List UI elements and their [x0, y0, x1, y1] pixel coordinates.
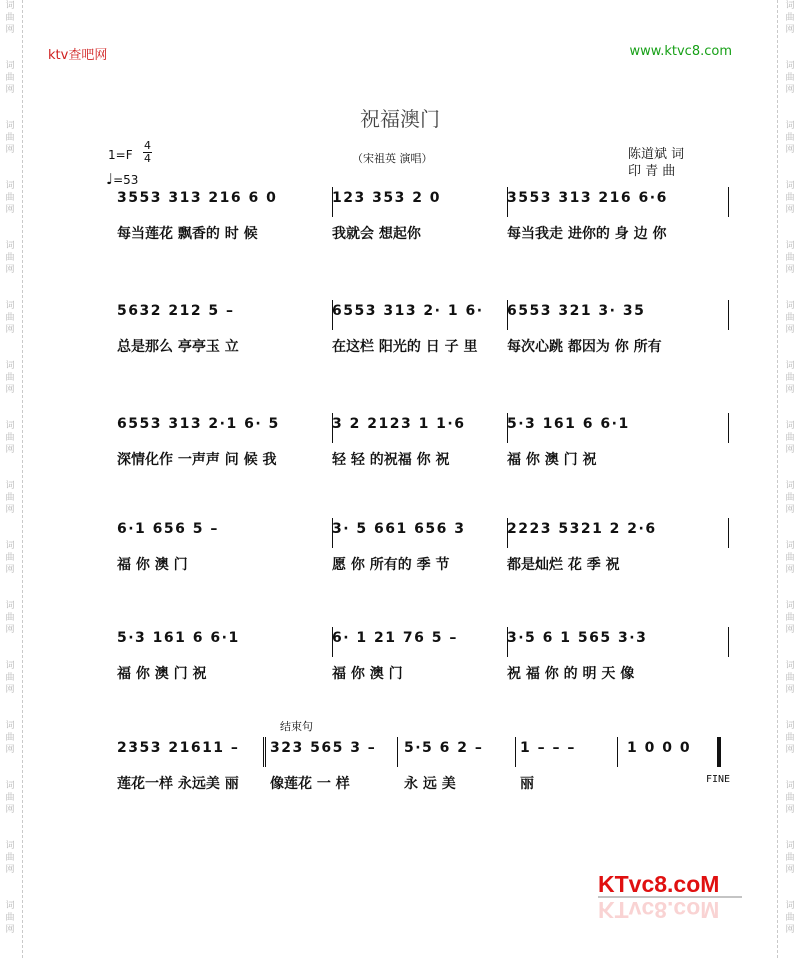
margin-watermark-text: 词 曲 网	[5, 1, 15, 35]
lyric-group: 轻 轻 的祝福 你 祝	[332, 452, 450, 468]
margin-watermark-text: 词 曲 网	[5, 301, 15, 335]
margin-watermark-text: 词 曲 网	[785, 601, 795, 635]
svg-text:KTvc8.coM: KTvc8.coM	[598, 871, 720, 897]
lyric-group: 永 远 美	[404, 776, 456, 792]
lyric-group: 每次心跳 都因为 你 所有	[507, 339, 662, 355]
measure-group: 123 353 2 0	[332, 190, 442, 206]
margin-watermark-text: 词 曲 网	[785, 781, 795, 815]
margin-watermark-text: 词 曲 网	[785, 301, 795, 335]
measure-group: 2353 21611 –	[117, 740, 240, 756]
meter-top: 4	[144, 139, 151, 152]
margin-watermark-text: 词 曲 网	[785, 661, 795, 695]
lyric-group: 像莲花 一 样	[270, 776, 350, 792]
lyric-group: 福 你 澳 门	[332, 666, 403, 682]
notation-line	[100, 416, 730, 444]
lyric-group: 都是灿烂 花 季 祝	[507, 557, 620, 573]
measure-group: 6· 1 21 76 5 –	[332, 630, 458, 646]
lyric-group: 福 你 澳 门 祝	[507, 452, 597, 468]
ktvc8-logo	[596, 868, 746, 924]
measure-group: 6·1 656 5 –	[117, 521, 219, 537]
bar-line	[263, 737, 266, 767]
measure-group: 2223 5321 2 2·6	[507, 521, 657, 537]
bar-line	[617, 737, 618, 767]
lyric-group: 丽	[520, 776, 534, 792]
lyric-group: 愿 你 所有的 季 节	[332, 557, 450, 573]
margin-watermark-text: 词 曲 网	[785, 421, 795, 455]
singer-credit: （宋祖英 演唱）	[352, 152, 433, 165]
measure-group: 6553 321 3· 35	[507, 303, 646, 319]
lyric-group: 深情化作 一声声 问 候 我	[117, 452, 277, 468]
measure-group: 3· 5 661 656 3	[332, 521, 466, 537]
measure-group: 1 – – –	[520, 740, 576, 756]
site-name-left: ktv查吧网	[48, 48, 108, 63]
margin-watermark-text: 词 曲 网	[5, 901, 15, 935]
measure-group: 1 0 0 0	[627, 740, 692, 756]
author-credits	[628, 146, 684, 180]
margin-watermark-text: 词 曲 网	[785, 121, 795, 155]
left-margin-watermark	[2, 0, 18, 960]
svg-text:KTvc8.coM: KTvc8.coM	[598, 897, 720, 923]
notation-line	[100, 521, 730, 549]
lyric-group: 莲花一样 永远美 丽	[117, 776, 239, 792]
ending-marker: 结束句	[280, 720, 313, 733]
lyric-group: 我就会 想起你	[332, 226, 421, 242]
fine-marking: FINE	[706, 774, 731, 785]
right-margin-watermark	[782, 0, 798, 960]
margin-watermark-text: 词 曲 网	[785, 241, 795, 275]
measure-group: 3 2 2123 1 1·6	[332, 416, 466, 432]
lyric-group: 在这栏 阳光的 日 子 里	[332, 339, 478, 355]
margin-watermark-text: 词 曲 网	[5, 781, 15, 815]
margin-watermark-text: 词 曲 网	[5, 421, 15, 455]
margin-watermark-text: 词 曲 网	[785, 721, 795, 755]
measure-group: 6553 313 2·1 6· 5	[117, 416, 280, 432]
notation-line	[100, 740, 730, 768]
bar-line	[728, 187, 729, 217]
margin-watermark-text: 词 曲 网	[785, 361, 795, 395]
key-signature: 1=F	[108, 148, 133, 162]
bar-line	[717, 737, 721, 767]
lyric-group: 祝 福 你 的 明 天 像	[507, 666, 635, 682]
measure-group: 3·5 6 1 565 3·3	[507, 630, 648, 646]
lyric-group: 每当莲花 飘香的 时 候	[117, 226, 258, 242]
lyricist-credit: 陈道斌 词	[628, 147, 685, 162]
margin-watermark-text: 词 曲 网	[5, 661, 15, 695]
song-title: 祝福澳门	[360, 107, 440, 131]
left-guide-line	[22, 0, 23, 958]
margin-watermark-text: 词 曲 网	[5, 721, 15, 755]
margin-watermark-text: 词 曲 网	[785, 61, 795, 95]
lyric-group: 总是那么 亭亭玉 立	[117, 339, 239, 355]
measure-group: 5·3 161 6 6·1	[507, 416, 630, 432]
notation-line	[100, 190, 730, 218]
margin-watermark-text: 词 曲 网	[5, 61, 15, 95]
time-signature	[143, 140, 152, 165]
bar-line	[728, 413, 729, 443]
tempo-marking	[106, 170, 138, 188]
margin-watermark-text: 词 曲 网	[785, 181, 795, 215]
bar-line	[397, 737, 398, 767]
measure-group: 3553 313 216 6 0	[117, 190, 278, 206]
margin-watermark-text: 词 曲 网	[5, 541, 15, 575]
site-url-right: www.ktvc8.com	[629, 44, 732, 59]
tempo-value: =53	[113, 173, 139, 187]
margin-watermark-text: 词 曲 网	[5, 241, 15, 275]
margin-watermark-text: 词 曲 网	[5, 121, 15, 155]
lyric-group: 福 你 澳 门 祝	[117, 666, 207, 682]
notation-line	[100, 630, 730, 658]
measure-group: 5·5 6 2 –	[404, 740, 484, 756]
bar-line	[515, 737, 516, 767]
measure-group: 6553 313 2· 1 6·	[332, 303, 484, 319]
lyric-group: 福 你 澳 门	[117, 557, 188, 573]
notation-line	[100, 303, 730, 331]
measure-group: 3553 313 216 6·6	[507, 190, 668, 206]
margin-watermark-text: 词 曲 网	[5, 481, 15, 515]
meter-bottom: 4	[144, 152, 151, 165]
bar-line	[728, 627, 729, 657]
margin-watermark-text: 词 曲 网	[785, 541, 795, 575]
margin-watermark-text: 词 曲 网	[5, 841, 15, 875]
margin-watermark-text: 词 曲 网	[785, 481, 795, 515]
measure-group: 5632 212 5 –	[117, 303, 235, 319]
margin-watermark-text: 词 曲 网	[5, 601, 15, 635]
composer-credit: 印 青 曲	[628, 164, 676, 179]
margin-watermark-text: 词 曲 网	[5, 361, 15, 395]
margin-watermark-text: 词 曲 网	[785, 901, 795, 935]
quarter-note-icon: ♩	[106, 170, 114, 188]
lyric-group: 每当我走 进你的 身 边 你	[507, 226, 667, 242]
margin-watermark-text: 词 曲 网	[785, 1, 795, 35]
margin-watermark-text: 词 曲 网	[785, 841, 795, 875]
right-guide-line	[777, 0, 778, 958]
margin-watermark-text: 词 曲 网	[5, 181, 15, 215]
bar-line	[728, 518, 729, 548]
measure-group: 323 565 3 –	[270, 740, 377, 756]
measure-group: 5·3 161 6 6·1	[117, 630, 240, 646]
bar-line	[728, 300, 729, 330]
